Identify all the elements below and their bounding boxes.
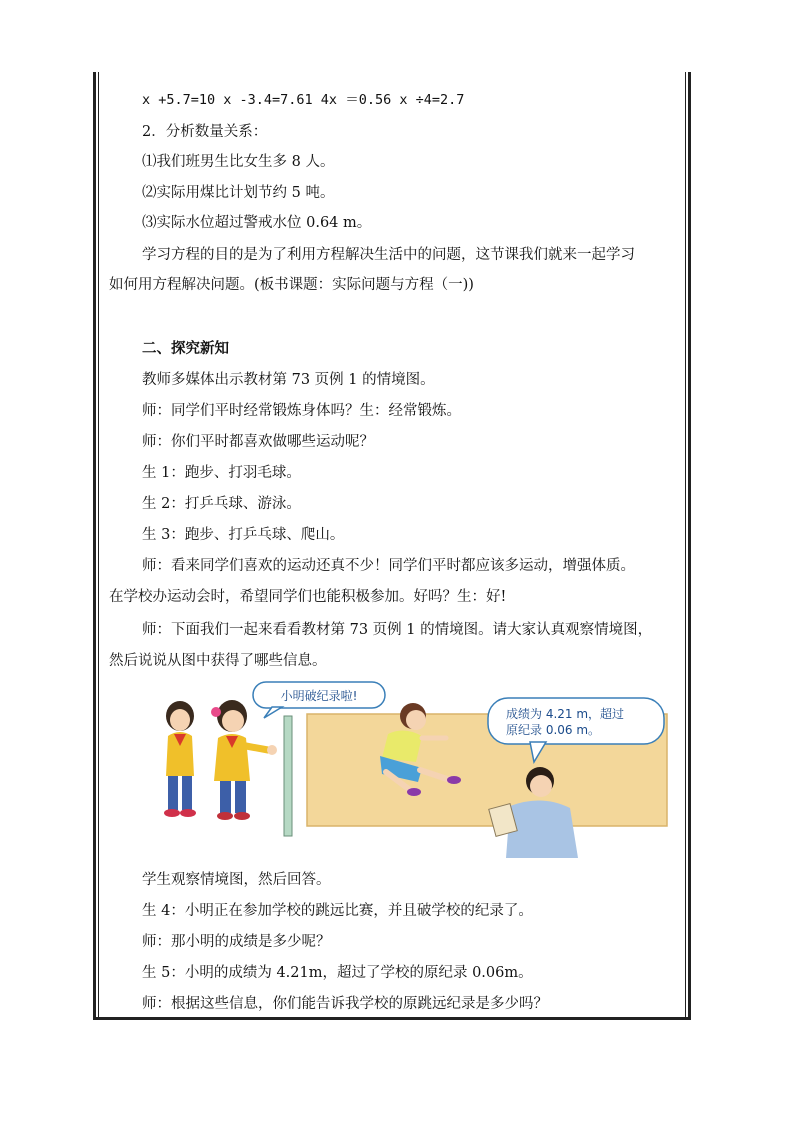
paragraph: 师：同学们平时经常锻炼身体吗？生：经常锻炼。 xyxy=(142,403,461,419)
paragraph: 师：那小明的成绩是多少呢？ xyxy=(142,934,331,950)
section-heading: 二、探究新知 xyxy=(142,340,229,357)
bubble-right-line2: 原纪录 0.06 m。 xyxy=(506,723,601,737)
paragraph: 如何用方程解决问题。(板书课题：实际问题与方程（一)) xyxy=(109,277,474,293)
paragraph: 然后说说从图中获得了哪些信息。 xyxy=(109,653,327,669)
bubble-right-line1: 成绩为 4.21 m，超过 xyxy=(506,707,625,721)
equation-line: x +5.7=10 x -3.4=7.61 4x ＝0.56 x ÷4=2.7 xyxy=(142,92,465,108)
girl-left-figure xyxy=(164,701,196,817)
paragraph: 生 4：小明正在参加学校的跳远比赛，并且破学校的纪录了。 xyxy=(142,903,533,919)
paragraph: 师：下面我们一起来看看教材第 73 页例 1 的情境图。请大家认真观察情境图， xyxy=(142,622,653,638)
paragraph: ⑵实际用煤比计划节约 5 吨。 xyxy=(142,185,335,201)
paragraph: 教师多媒体出示教材第 73 页例 1 的情境图。 xyxy=(142,372,435,388)
long-jump-illustration xyxy=(150,676,670,861)
takeoff-board xyxy=(284,716,292,836)
paragraph: 在学校办运动会时，希望同学们也能积极参加。好吗？生：好! xyxy=(109,589,507,605)
paragraph: 2．分析数量关系： xyxy=(142,124,268,140)
paragraph: 师：根据这些信息，你们能告诉我学校的原跳远纪录是多少吗？ xyxy=(142,996,548,1012)
paragraph: 学生观察情境图，然后回答。 xyxy=(142,872,331,888)
girl-clapping-figure xyxy=(211,700,277,820)
paragraph: ⑴我们班男生比女生多 8 人。 xyxy=(142,154,335,170)
paragraph: 学习方程的目的是为了利用方程解决生活中的问题，这节课我们就来一起学习 xyxy=(142,247,635,263)
long-jump-scene xyxy=(150,676,670,861)
paragraph: 生 2：打乒乓球、游泳。 xyxy=(142,496,301,512)
bubble-left xyxy=(253,682,385,718)
paragraph: 师：看来同学们喜欢的运动还真不少！同学们平时都应该多运动，增强体质。 xyxy=(142,558,635,574)
paragraph: 师：你们平时都喜欢做哪些运动呢？ xyxy=(142,434,374,450)
paragraph: 生 5：小明的成绩为 4.21m，超过了学校的原纪录 0.06m。 xyxy=(142,965,533,981)
bubble-left-text: 小明破纪录啦! xyxy=(280,689,358,703)
paragraph: 生 1：跑步、打羽毛球。 xyxy=(142,465,301,481)
paragraph: ⑶实际水位超过警戒水位 0.64 m。 xyxy=(142,215,372,231)
paragraph: 生 3：跑步、打乒乓球、爬山。 xyxy=(142,527,345,543)
